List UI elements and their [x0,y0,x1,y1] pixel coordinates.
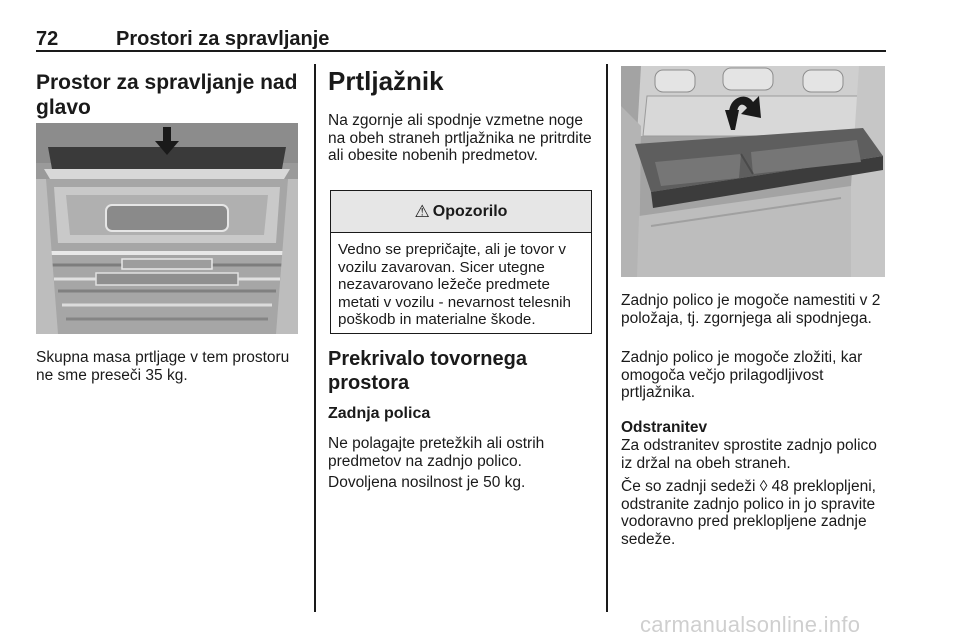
chapter-title: Prtljažnik [328,66,444,96]
rear-shelf-illustration [621,66,885,277]
rear-shelf-paragraph-2: Dovoljena nosilnost je 50 kg. [328,474,526,491]
rear-shelf-subheading: Zadnja polica [328,405,431,422]
warning-title: Opozorilo [432,202,508,220]
overhead-storage-illustration [36,123,298,334]
folded-seats-paragraph: Če so zadnji sedeži ◊ 48 preklopljeni, odstranite zadnjo polico in jo spravite vodoravno pred preklopljene zadnje sedeže. [621,478,876,548]
watermark: carmanualsonline.info [640,612,861,637]
overhead-storage-caption: Skupna masa prtljage v tem prostoru ne sme preseči 35 kg. [36,349,290,384]
running-title: Prostori za spravljanje [116,28,330,50]
shelf-fold-paragraph: Zadnjo polico je mogoče zložiti, kar omogoča večjo prilagodljivost prtljažnika. [621,349,863,401]
shelf-positions-paragraph: Zadnjo polico je mogoče namestiti v 2 položaja, tj. zgornjega ali spodnjega. [621,292,881,327]
page-number: 72 [36,28,59,50]
column-divider-left [314,64,316,612]
warning-header [331,191,591,233]
header-rule [36,50,886,52]
cargo-cover-heading: Prekrivalo tovornega prostora [328,348,527,394]
removal-heading: Odstranitev [621,419,708,436]
column-divider-right [606,64,608,612]
rear-shelf-paragraph-1: Ne polagajte pretežkih ali ostrih predmetov na zadnjo polico. [328,435,545,470]
warning-box [330,190,592,334]
warning-triangle-icon: ⚠ [414,202,430,221]
removal-paragraph: Za odstranitev sprostite zadnjo polico iz držal na obeh straneh. [621,437,877,472]
trunk-intro-text: Na zgornje ali spodnje vzmetne noge na obeh straneh prtljažnika ne pritrdite ali obesite nobenih predmetov. [328,112,592,164]
warning-text: Vedno se prepričajte, ali je tovor v vozilu zavarovan. Sicer utegne nezavarovano ležeče predmete metati v vozilu - nevarnost telesnih poškodb in materialne škode. [338,241,571,328]
overhead-storage-heading: Prostor za spravljanje nad glavo [36,71,298,119]
